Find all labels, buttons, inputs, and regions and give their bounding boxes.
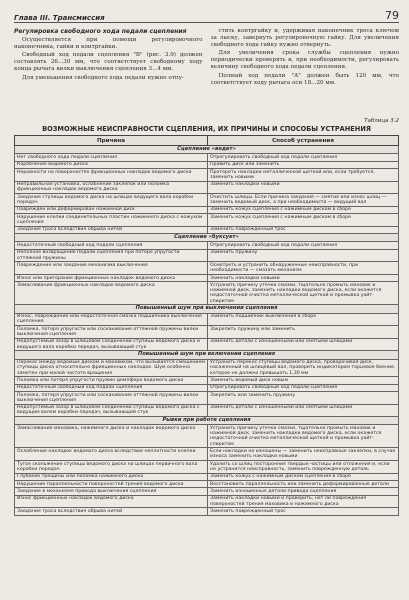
cause-cell: Неровности на поверхностях фрикционных накладок ведомого диска [15, 168, 208, 181]
fix-cell: Заменить ведомый диск новым [208, 377, 399, 384]
cause-cell: Неполное возвращение педали сцепления при потере упругости оттяжной пружины [15, 249, 208, 262]
cause-cell: Нарушение параллельности поверхностей трения ведомого диска [15, 481, 208, 488]
fix-cell: Устранить перекос ступицы ведомого диска, проворачивая диск, насаженный на шлицевый вал, проверить индикатором торцевое биение, которое не должно превышать 1,30 мм [208, 359, 399, 377]
cause-cell: Ослабление накладок ведомого диска вследствие неплотности клепки [15, 448, 208, 461]
table-body [15, 146, 399, 516]
table-row [15, 154, 399, 161]
fix-cell: Если накладки не изношены — заменить неисправные заклепки, в случае износа заменить накладки новыми [208, 448, 399, 461]
cause-cell: Глубокие трещины или поломка нажимного диска [15, 473, 208, 480]
table-row [15, 425, 399, 448]
paragraph: Осуществляется при помощи регулировочного наконечника, гайки и контргайки. [14, 37, 203, 51]
table-header-row [15, 136, 399, 146]
cause-cell: Заедание троса вследствие обрыва нитей [15, 508, 208, 515]
text-columns [14, 28, 399, 116]
fix-cell: Очистить шлицы. Если причина заедания — смятие или износ шлиц — заменить ведомый диск, а при необходимости — ведущий вал [208, 194, 399, 207]
page-number: 79 [385, 9, 399, 22]
fix-cell: Осмотреть и устранить обнаруженные неисправности, при необходимости — смазать механизм [208, 262, 399, 275]
table-row [15, 461, 399, 474]
faults-table [14, 135, 399, 516]
table-label: Таблица 3.2 [364, 118, 399, 124]
table-row [15, 377, 399, 384]
page-header [14, 6, 399, 23]
fix-cell: Отрегулировать свободный ход педали сцепления [208, 154, 399, 161]
table-section-row [15, 305, 399, 313]
fix-cell: Заменить детали с изношенными или смятыми шлицами [208, 338, 399, 351]
paragraph: Полный ход педали "А" должен быть 120 мм, что соответствует ходу рычага оси 18...20 мм. [210, 72, 399, 86]
cause-cell: Тугое скольжение ступицы ведомого диска на шлицах первичного вала коробки передач [15, 461, 208, 474]
table-row [15, 194, 399, 207]
cause-cell: Повреждение или заедание механизма выключения [15, 262, 208, 275]
table-row [15, 384, 399, 391]
section-title: Сцепление «буксует» [15, 234, 399, 242]
fix-cell: Устранить причину утечки смазки, тщательно промыть маховик и нажимной диск, заменить накладки ведомого диска, если окажется недостаточной очистка металлической щеткой и промывка уайт-спиритом [208, 282, 399, 305]
cause-cell: Перекос между ведомым диском и маховиком, что вызывается смещением ступицы диска относительно фрикционных накладок. Шум особенно заметен при малой частоте вращения [15, 359, 208, 377]
table-row [15, 392, 399, 405]
fix-cell: Править диск или заменить [208, 161, 399, 168]
section-title: Сцепление «ведет» [15, 146, 399, 154]
table-row [15, 274, 399, 281]
fix-cell: Заменить поврежденный трос [208, 226, 399, 233]
chapter-title: Глава III. Трансмиссия [14, 14, 105, 22]
right-column [211, 28, 400, 116]
fix-cell: Отрегулировать свободный ход педали сцепления [208, 242, 399, 249]
cause-cell: Износ, повреждение или недостаточная смазка подшипника выключения сцепления [15, 313, 208, 326]
paragraph: стить контргайку и, удерживая наконечник троса ключом за лыску, завернуть регулировочную гайку. Для увеличения свободного хода гайку нужно отвернуть. [210, 28, 399, 49]
fix-cell: Заменить накладки новыми [208, 274, 399, 281]
table-section-row [15, 234, 399, 242]
cause-cell: Недопустимый зазор в шлицевом соединении ступицы ведомого диска с ведущим валом коробки передач, вызывающий стук [15, 404, 208, 417]
table-section-row [15, 351, 399, 359]
table-row [15, 495, 399, 508]
table-row [15, 326, 399, 339]
table-section-row [15, 417, 399, 425]
cause-cell: Поломка, потеря упругости или соскакивание оттяжной пружины вилки выключения сцепления [15, 392, 208, 405]
table-row [15, 242, 399, 249]
section-heading: Регулировка свободного хода педали сцепления [14, 28, 187, 35]
cause-cell: Коробление ведомого диска [15, 161, 208, 168]
table-row [15, 249, 399, 262]
table-row [15, 282, 399, 305]
cause-cell: Поломка или потеря упругости пружин демпфера ведомого диска [15, 377, 208, 384]
table-row [15, 168, 399, 181]
cause-cell: Нарушение клепки соединительных пластин нажимного диска с кожухом сцепления [15, 214, 208, 227]
cause-cell: Недопустимый зазор в шлицевом соединении ступицы ведомого диска и ведущего вала коробки передач, вызывающий стук [15, 338, 208, 351]
cause-cell: Недостаточный свободный ход педали сцепления [15, 242, 208, 249]
paragraph: Для увеличения срока службы сцепления нужно периодически проверять и, при необходимости, регулировать величину свободного хода педали сцепления. [210, 50, 399, 71]
table-row [15, 262, 399, 275]
section-title: Повышенный шум при включении сцепления [15, 351, 399, 359]
table-row [15, 404, 399, 417]
column-header-fix: Способ устранения [208, 136, 399, 146]
fix-cell: Заменить кожух сцепления с нажимным диском в сборе [208, 214, 399, 227]
fix-cell: Закрепить пружину или заменить [208, 326, 399, 339]
cause-cell: Поврежден или деформирован нажимной диск [15, 206, 208, 213]
section-title: Повышенный шум при выключении сцепления [15, 305, 399, 313]
cause-cell: Заедание ступицы ведомого диска на шлицах ведущего вала коробки передач [15, 194, 208, 207]
fix-cell: Заменить накладки новыми и проверить, нет ли повреждения поверхностей трения маховика и нажимного диска [208, 495, 399, 508]
cause-cell: Замасливание фрикционных накладок ведомого диска [15, 282, 208, 305]
fix-cell: Заменить детали с изношенными или смятыми шлицами [208, 404, 399, 417]
fix-cell: Заменить кожух с нажимным диском сцепления в сборе [208, 473, 399, 480]
cause-cell: Заедание в механизме привода выключения сцепления [15, 488, 208, 495]
fix-cell: Заменить подшипник выключения в сборе [208, 313, 399, 326]
paragraph: Свободный ход педали сцепления "В" (рис. 3.9) должен составлять 26...30 мм, что соответствует свободному ходу конца рычага вилки выключения сцепления 3...4 мм. [14, 52, 203, 73]
fix-cell: Протереть накладки металлической щеткой или, если требуется, заменить новыми [208, 168, 399, 181]
left-column [14, 28, 203, 116]
fix-cell: Удалить со шлиц посторонние твердые частицы или отложения и, если не устранится неисправность, заменить поврежденную деталь [208, 461, 399, 474]
fix-cell: Заменить кожух сцепления с нажимным диском в сборе [208, 206, 399, 213]
cause-cell: Неправильная установка, ослабление заклепок или поломка фрикционных накладок ведомого диска [15, 181, 208, 194]
cause-cell: Износ фрикционных накладок ведомого диска [15, 495, 208, 508]
table-row [15, 161, 399, 168]
table-row [15, 481, 399, 488]
fix-cell: Устранить причину утечки смазки, тщательно промыть маховик и нажимной диск, заменить накладки ведомого диска, если окажется недостаточной очистка металлической щеткой и промывка уайт-спиритом [208, 425, 399, 448]
cause-cell: Заедание троса вследствие обрыва нитей [15, 226, 208, 233]
fix-cell: Восстановить параллельность или заменить деформированные детали [208, 481, 399, 488]
column-header-cause: Причина [15, 136, 208, 146]
table-row [15, 226, 399, 233]
table-row [15, 448, 399, 461]
fix-cell: Заменить изношенные детали привода сцепления [208, 488, 399, 495]
table-row [15, 488, 399, 495]
table-row [15, 473, 399, 480]
section-title: Рывки при работе сцепления [15, 417, 399, 425]
table-row [15, 338, 399, 351]
cause-cell: Недостаточный свободный ход педали сцепления [15, 384, 208, 391]
table-row [15, 181, 399, 194]
fix-cell: Отрегулировать свободный ход педали сцепления [208, 384, 399, 391]
cause-cell: Нет свободного хода педали сцепления [15, 154, 208, 161]
cause-cell: Износ или пригорание фрикционных накладок ведомого диска [15, 274, 208, 281]
fix-cell: Закрепить или заменить пружину [208, 392, 399, 405]
table-row [15, 359, 399, 377]
table-row [15, 508, 399, 515]
table-row [15, 313, 399, 326]
cause-cell: Поломка, потеря упругости или соскакивание оттяжной пружины вилки выключения сцепления [15, 326, 208, 339]
table-section-row [15, 146, 399, 154]
table-row [15, 206, 399, 213]
fix-cell: Заменить поврежденный трос [208, 508, 399, 515]
fix-cell: Заменить пружину [208, 249, 399, 262]
fix-cell: Заменить накладки новыми [208, 181, 399, 194]
cause-cell: Замасливание маховика, нажимного диска и накладок ведомого диска [15, 425, 208, 448]
table-row [15, 214, 399, 227]
table-title: ВОЗМОЖНЫЕ НЕИСПРАВНОСТИ СЦЕПЛЕНИЯ, ИХ ПРИЧИНЫ И СПОСОБЫ УСТРАНЕНИЯ [42, 125, 371, 133]
paragraph: Для уменьшения свободного хода педали нужно отпу- [22, 74, 184, 81]
